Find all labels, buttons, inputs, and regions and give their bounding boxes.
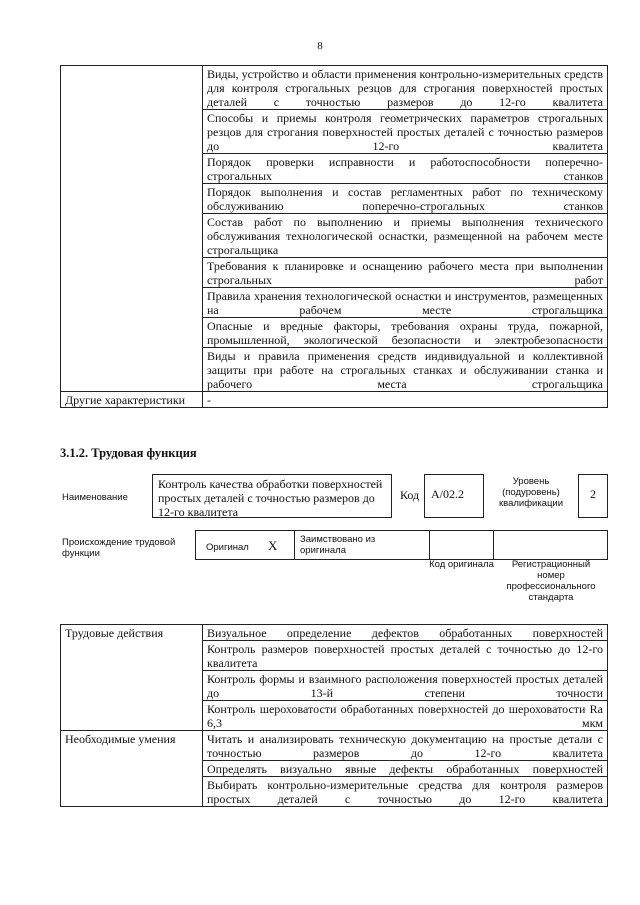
knowledge-item: Правила хранения технологической оснастки и инструментов, размещенных на рабочем месте строгальщика xyxy=(203,288,608,318)
table-row xyxy=(61,625,608,641)
name-label: Наименование xyxy=(62,492,128,503)
function-name-box xyxy=(152,474,392,518)
page-number: 8 xyxy=(317,40,323,52)
code-caption: Код оригинала xyxy=(429,559,494,570)
borrowed-box xyxy=(294,530,430,560)
knowledge-item: Порядок проверки исправности и работоспособности поперечно-строгальных станков xyxy=(203,154,608,184)
group-label: Необходимые умения xyxy=(61,731,203,807)
level-box xyxy=(578,474,608,518)
level-value: 2 xyxy=(590,487,596,501)
origin-label: Происхождение трудовой функции xyxy=(62,537,176,559)
table-row xyxy=(61,731,608,761)
reg-number-box xyxy=(493,530,608,560)
original-label: Оригинал xyxy=(206,542,249,553)
knowledge-item: Порядок выполнения и состав регламентных работ по техническому обслуживанию поперечно-строгальных станков xyxy=(203,184,608,214)
knowledge-item: Состав работ по выполнению и приемы выполнения технического обслуживания технологической оснастки, размещенной на рабочем месте строгальщика xyxy=(203,214,608,258)
skill-item: Определять визуально явные дефекты обработанных поверхностей xyxy=(203,761,608,777)
original-box xyxy=(195,530,295,560)
knowledge-item: Опасные и вредные факторы, требования охраны труда, пожарной, промышленной, экологической безопасности и электробезопасности xyxy=(203,318,608,348)
other-characteristics-value: - xyxy=(203,392,608,408)
code-label: Код xyxy=(400,488,420,502)
action-item: Контроль размеров поверхностей простых деталей с точностью до 12-го квалитета xyxy=(203,641,608,671)
function-code: А/02.2 xyxy=(431,487,464,501)
level-label: Уровень (подуровень) квалификации xyxy=(498,476,564,509)
table-row xyxy=(61,392,608,408)
reg-caption: Регистрационный номер профессионального стандарта xyxy=(506,559,596,603)
action-item: Визуальное определение дефектов обработанных поверхностей xyxy=(203,625,608,641)
skill-item: Читать и анализировать техническую документацию на простые детали с точностью размеров до 12-го квалитета xyxy=(203,731,608,761)
empty-label-cell xyxy=(61,66,203,392)
other-characteristics-label: Другие характеристики xyxy=(61,392,203,408)
function-name: Контроль качества обработки поверхностей простых деталей с точностью размеров до 12-го квалитета xyxy=(158,477,383,519)
knowledge-item: Способы и приемы контроля геометрических параметров строгальных резцов для строгания поверхностей простых деталей с точностью размеров до 12-го квалитета xyxy=(203,110,608,154)
origin-code-box xyxy=(429,530,494,560)
original-mark: X xyxy=(268,538,278,553)
knowledge-item: Виды, устройство и области применения контрольно-измерительных средств для контроля строгальных резцов для строгания поверхностей простых деталей с точностью размеров до 12-го квалитета xyxy=(203,66,608,110)
action-item: Контроль формы и взаимного расположения поверхностей простых деталей до 13-й степени точности xyxy=(203,671,608,701)
section-title: 3.1.2. Трудовая функция xyxy=(60,446,197,460)
knowledge-table xyxy=(60,65,608,408)
action-item: Контроль шероховатости обработанных поверхностей до шероховатости Ra 6,3 мкм xyxy=(203,701,608,731)
skill-item: Выбирать контрольно-измерительные средства для контроля размеров простых деталей с точностью до 12-го квалитета xyxy=(203,777,608,807)
table-row xyxy=(61,66,608,110)
knowledge-item: Требования к планировке и оснащению рабочего места при выполнении строгальных работ xyxy=(203,258,608,288)
group-label: Трудовые действия xyxy=(61,625,203,731)
code-box xyxy=(424,474,484,518)
borrowed-label: Заимствовано из оригинала xyxy=(300,534,376,556)
actions-table xyxy=(60,624,608,807)
knowledge-item: Виды и правила применения средств индивидуальной и коллективной защиты при работе на строгальных станках и обслуживании станка и рабочего места строгальщика xyxy=(203,348,608,392)
